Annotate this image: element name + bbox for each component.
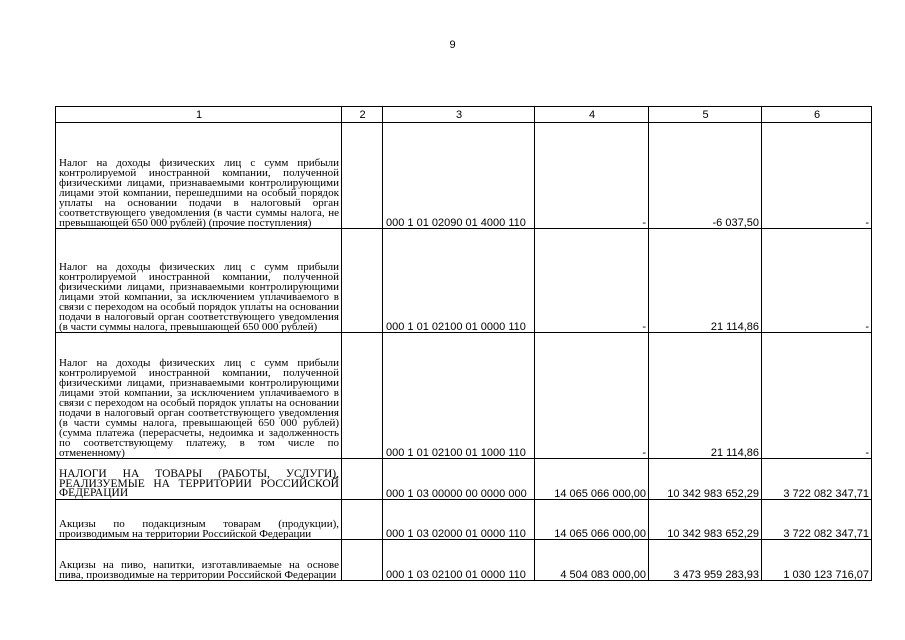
row-col6: 3 722 082 347,71 (762, 459, 872, 500)
row-col6: 3 722 082 347,71 (762, 500, 872, 540)
row-code: 000 1 03 00000 00 0000 000 (383, 459, 535, 500)
row-col2 (342, 123, 383, 229)
row-name: Акцизы на пиво, напитки, изготавливаемые на основе пива, производимые на территории Российской Федерации (56, 540, 342, 581)
row-col2 (342, 459, 383, 500)
row-name: Налог на доходы физических лиц с сумм прибыли контролируемой иностранной компании, полученной физическими лицами, признаваемыми контролирующими лицами этой компании, за исключением уплачиваемого в связи с переходом на особый порядок уплаты на основании подачи в налоговый орган соответствующего уведомления (в части суммы налога, превышающей 650 000 рублей) (56, 229, 342, 333)
row-col2 (342, 333, 383, 459)
row-code: 000 1 03 02100 01 0000 110 (383, 540, 535, 581)
row-col4: 14 065 066 000,00 (535, 459, 649, 500)
row-col6: - (762, 123, 872, 229)
row-col5: 21 114,86 (649, 229, 762, 333)
table-row (56, 500, 872, 540)
row-col4: - (535, 333, 649, 459)
row-col4: - (535, 229, 649, 333)
header-col-3: 3 (383, 107, 535, 123)
row-col2 (342, 540, 383, 581)
row-col5: 10 342 983 652,29 (649, 500, 762, 540)
header-col-1: 1 (56, 107, 342, 123)
header-col-2: 2 (342, 107, 383, 123)
header-row (56, 107, 872, 123)
row-name: Налог на доходы физических лиц с сумм прибыли контролируемой иностранной компании, полученной физическими лицами, признаваемыми контролирующими лицами этой компании, за исключением уплачиваемого в связи с переходом на особый порядок уплаты на основании подачи в налоговый орган соответствующего уведомления (в части суммы налога, превышающей 650 000 рублей) (сумма платежа (перерасчеты, недоимка и задолженность по соответствующему платежу, в том числе по отмененному) (56, 333, 342, 459)
row-name: Акцизы по подакцизным товарам (продукции), производимым на территории Российской Федерации (56, 500, 342, 540)
row-col4: 14 065 066 000,00 (535, 500, 649, 540)
row-col4: - (535, 123, 649, 229)
row-name: НАЛОГИ НА ТОВАРЫ (РАБОТЫ, УСЛУГИ), РЕАЛИЗУЕМЫЕ НА ТЕРРИТОРИИ РОССИЙСКОЙ ФЕДЕРАЦИИ (56, 459, 342, 500)
row-col2 (342, 229, 383, 333)
page-number: 9 (449, 39, 456, 51)
header-col-6: 6 (762, 107, 872, 123)
row-col6: - (762, 229, 872, 333)
row-name: Налог на доходы физических лиц с сумм прибыли контролируемой иностранной компании, полученной физическими лицами, признаваемыми контролирующими лицами этой компании, перешедшими на особый порядок уплаты на основании подачи в налоговый орган соответствующего уведомления (в части суммы налога, не превышающей 650 000 рублей) (прочие поступления) (56, 123, 342, 229)
table-row (56, 123, 872, 229)
table-row (56, 540, 872, 581)
header-col-5: 5 (649, 107, 762, 123)
header-col-4: 4 (535, 107, 649, 123)
row-col2 (342, 500, 383, 540)
row-col5: 10 342 983 652,29 (649, 459, 762, 500)
row-col5: -6 037,50 (649, 123, 762, 229)
row-code: 000 1 01 02090 01 4000 110 (383, 123, 535, 229)
table-row (56, 229, 872, 333)
row-col5: 3 473 959 283,93 (649, 540, 762, 581)
row-code: 000 1 03 02000 01 0000 110 (383, 500, 535, 540)
table-row (56, 333, 872, 459)
row-code: 000 1 01 02100 01 1000 110 (383, 333, 535, 459)
budget-table (55, 106, 872, 581)
table-row (56, 459, 872, 500)
row-col4: 4 504 083 000,00 (535, 540, 649, 581)
row-col5: 21 114,86 (649, 333, 762, 459)
row-code: 000 1 01 02100 01 0000 110 (383, 229, 535, 333)
row-col6: - (762, 333, 872, 459)
row-col6: 1 030 123 716,07 (762, 540, 872, 581)
